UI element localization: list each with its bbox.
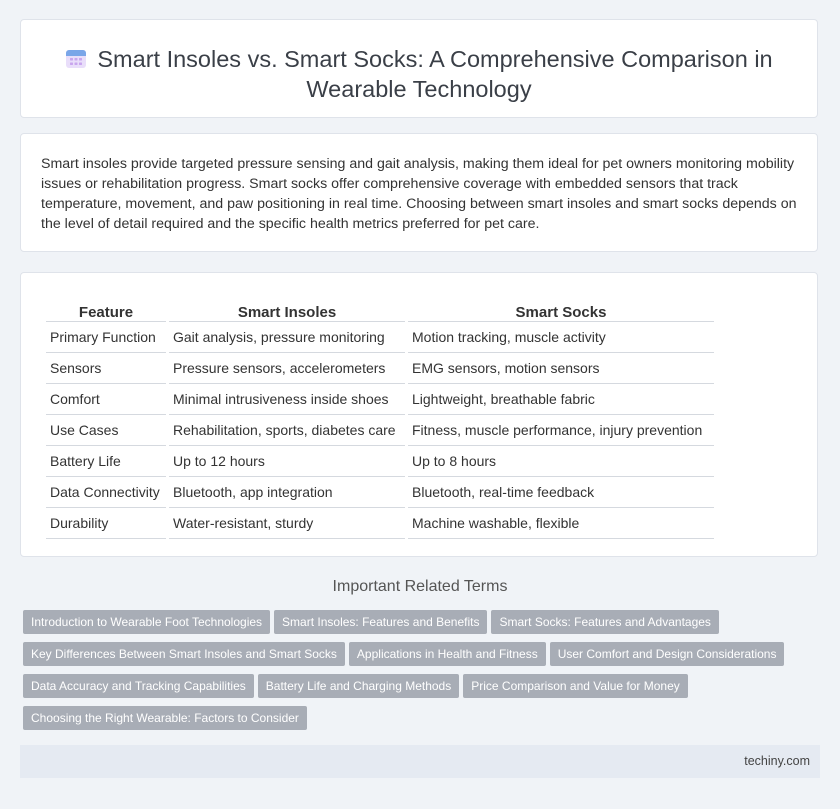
related-term-tag[interactable]: Battery Life and Charging Methods	[258, 674, 459, 698]
related-term-tag[interactable]: Choosing the Right Wearable: Factors to Consider	[23, 706, 307, 730]
related-terms-heading: Important Related Terms	[332, 578, 508, 595]
related-term-tag[interactable]: Data Accuracy and Tracking Capabilities	[23, 674, 254, 698]
table-row	[46, 322, 714, 353]
table-cell-socks: Bluetooth, real-time feedback	[408, 477, 714, 508]
footer-brand[interactable]: techiny.com	[744, 754, 810, 768]
table-row	[46, 384, 714, 415]
table-cell-feature: Durability	[46, 508, 166, 539]
page-title-wrap	[21, 44, 817, 104]
table-cell-feature: Battery Life	[46, 446, 166, 477]
calendar-icon	[65, 47, 87, 69]
table-header-row	[46, 295, 714, 322]
table-cell-socks: Lightweight, breathable fabric	[408, 384, 714, 415]
table-cell-feature: Data Connectivity	[46, 477, 166, 508]
table-cell-insoles: Gait analysis, pressure monitoring	[169, 322, 405, 353]
table-cell-socks: Machine washable, flexible	[408, 508, 714, 539]
related-term-tag[interactable]: Price Comparison and Value for Money	[463, 674, 688, 698]
header-smart-socks: Smart Socks	[408, 295, 714, 322]
page-title: Smart Insoles vs. Smart Socks: A Comprehensive Comparison in Wearable Technology	[97, 46, 773, 102]
footer-bar	[20, 745, 820, 778]
header-card	[20, 19, 818, 118]
related-terms-tags	[23, 610, 803, 738]
table-row	[46, 353, 714, 384]
table-row	[46, 415, 714, 446]
table-cell-insoles: Minimal intrusiveness inside shoes	[169, 384, 405, 415]
related-term-tag[interactable]: Key Differences Between Smart Insoles and Smart Socks	[23, 642, 345, 666]
header-feature: Feature	[46, 295, 166, 322]
table-cell-feature: Comfort	[46, 384, 166, 415]
table-row	[46, 477, 714, 508]
table-cell-socks: EMG sensors, motion sensors	[408, 353, 714, 384]
table-cell-socks: Up to 8 hours	[408, 446, 714, 477]
table-cell-feature: Use Cases	[46, 415, 166, 446]
table-cell-insoles: Pressure sensors, accelerometers	[169, 353, 405, 384]
table-cell-socks: Motion tracking, muscle activity	[408, 322, 714, 353]
table-row	[46, 508, 714, 539]
related-term-tag[interactable]: User Comfort and Design Considerations	[550, 642, 785, 666]
related-term-tag[interactable]: Smart Socks: Features and Advantages	[491, 610, 718, 634]
table-cell-insoles: Water-resistant, sturdy	[169, 508, 405, 539]
table-cell-feature: Primary Function	[46, 322, 166, 353]
table-row	[46, 446, 714, 477]
table-cell-insoles: Up to 12 hours	[169, 446, 405, 477]
related-term-tag[interactable]: Applications in Health and Fitness	[349, 642, 546, 666]
related-term-tag[interactable]: Introduction to Wearable Foot Technologies	[23, 610, 270, 634]
comparison-table	[43, 295, 717, 539]
table-cell-insoles: Bluetooth, app integration	[169, 477, 405, 508]
comparison-table-card	[20, 272, 818, 557]
intro-paragraph: Smart insoles provide targeted pressure sensing and gait analysis, making them ideal for pet owners monitoring mobility issues or rehabilitation progress. Smart socks offer comprehensive coverage with embedded sensors that track temperature, movement, and paw positioning in real time. Choosing between smart insoles and smart socks depends on the level of detail required and the specific health metrics preferred for pet care.	[41, 156, 797, 232]
table-cell-feature: Sensors	[46, 353, 166, 384]
table-cell-insoles: Rehabilitation, sports, diabetes care	[169, 415, 405, 446]
table-cell-socks: Fitness, muscle performance, injury prevention	[408, 415, 714, 446]
header-smart-insoles: Smart Insoles	[169, 295, 405, 322]
intro-card	[20, 133, 818, 252]
related-term-tag[interactable]: Smart Insoles: Features and Benefits	[274, 610, 487, 634]
